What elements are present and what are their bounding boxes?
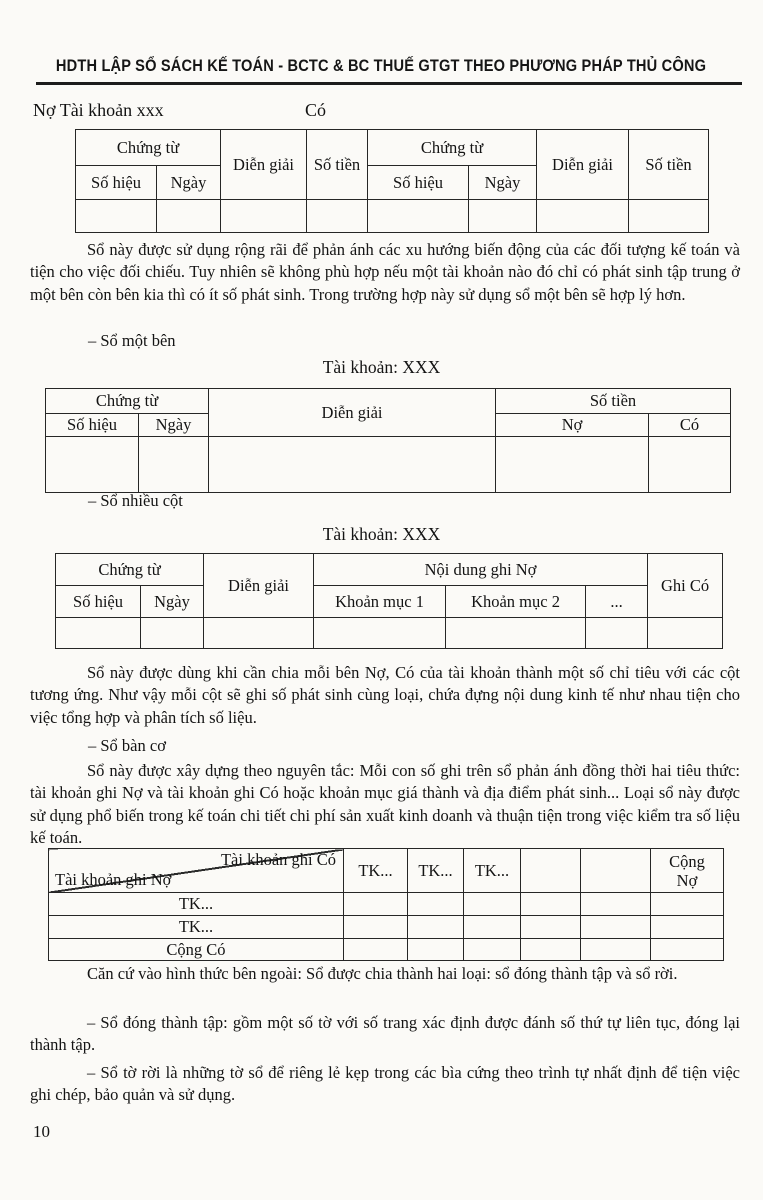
paragraph-overview: Sổ này được sử dụng rộng rãi để phản ánh các xu hướng biến động của các đối tượng kế toán và tiện cho việc đối chiếu. Tuy nhiên sẽ không phù hợp nếu một tài khoản nào đó chỉ có phát sinh tập trung ở một bên còn bên kia thì có ít số phát sinh. Trong trường hợp này sử dụng sổ một bên sẽ hợp lý hơn.: [30, 240, 740, 304]
col-header-noi-dung-ghi-no: Nội dung ghi Nợ: [314, 554, 648, 586]
table-row: [49, 893, 724, 916]
table-row: [46, 437, 731, 493]
page-header-title: HDTH LẬP SỔ SÁCH KẾ TOÁN - BCTC & BC THUẾ GTGT THEO PHƯƠNG PHÁP THỦ CÔNG: [56, 56, 707, 75]
multi-column-account-table: [55, 553, 723, 649]
row-header-cong-co: Cộng Có: [49, 939, 344, 961]
empty-cell: [56, 618, 141, 649]
paragraph-multi-column: Sổ này được dùng khi cần chia mỗi bên Nợ, Có của tài khoản thành một số chỉ tiêu với các cột tương ứng. Như vậy mỗi cột sẽ ghi số phát sinh cùng loại, chứa đựng nội dung kinh tế như nhau tiện cho việc tổng hợp và phân tích số liệu.: [30, 663, 740, 727]
empty-cell: [537, 200, 629, 233]
empty-cell: [209, 437, 496, 493]
bullet-multi-column-book: – Sổ nhiều cột: [88, 491, 183, 510]
empty-cell: [408, 939, 464, 961]
empty-cell: [139, 437, 209, 493]
paragraph-bound-book: – Sổ đóng thành tập: gồm một số tờ với số trang xác định được đánh số thứ tự liên tục, đóng lại thành tập.: [30, 1013, 740, 1055]
col-header-so-tien: Số tiền: [496, 389, 731, 414]
table-row: [49, 916, 724, 939]
empty-cell: [521, 916, 581, 939]
empty-cell: [649, 437, 731, 493]
bullet-chessboard-book: – Sổ bàn cơ: [88, 736, 166, 755]
col-header-dien-giai: Diễn giải: [221, 130, 307, 200]
empty-cell: [581, 916, 651, 939]
empty-cell: [651, 916, 724, 939]
col-header-tk: TK...: [464, 849, 521, 893]
empty-cell: [344, 939, 408, 961]
header-tai-khoan-ghi-no: Tài khoản ghi Nợ: [55, 870, 172, 889]
empty-cell: [204, 618, 314, 649]
col-header-co: Có: [649, 414, 731, 437]
paragraph-chessboard: Sổ này được xây dựng theo nguyên tắc: Mỗi con số ghi trên sổ phản ánh đồng thời hai tiêu thức: tài khoản ghi Nợ và tài khoản ghi Có hoặc khoản mục giá thành và địa điểm phát sinh... Loại sổ này được sử dụng phổ biến trong kế toán chi tiết chi phí sản xuất kinh doanh và thuận tiện trong việc kiểm tra số liệu kế toán.: [30, 761, 740, 848]
col-header-so-tien: Số tiền: [629, 130, 709, 200]
empty-cell: [157, 200, 221, 233]
empty-cell: [464, 916, 521, 939]
chessboard-table: [48, 848, 724, 961]
account-title-one-side: Tài khoản: XXX: [322, 357, 441, 377]
page-number: 10: [33, 1122, 50, 1141]
empty-cell: [307, 200, 368, 233]
empty-cell: [76, 200, 157, 233]
diagonal-header-cell: [49, 849, 344, 893]
col-header-ellipsis: ...: [586, 586, 648, 618]
col-header-dien-giai: Diễn giải: [204, 554, 314, 618]
empty-cell: [221, 200, 307, 233]
col-header-ngay: Ngày: [469, 166, 537, 200]
col-header-khoan-muc-1: Khoản mục 1: [314, 586, 446, 618]
row-header-tk: TK...: [49, 916, 344, 939]
empty-cell: [408, 916, 464, 939]
t-account-debit-label: Nợ Tài khoản xxx: [33, 100, 164, 120]
page-header: [0, 56, 763, 76]
t-account-credit-label: Có: [305, 100, 327, 120]
empty-cell: [469, 200, 537, 233]
table-row: [76, 200, 709, 233]
empty-cell: [581, 849, 651, 893]
paragraph-loose-leaf: – Sổ tờ rời là những tờ sổ để riêng lẻ kẹp trong các bìa cứng theo trình tự nhất định để tiện việc ghi chép, bảo quản và sử dụng.: [30, 1063, 740, 1105]
col-header-ngay: Ngày: [157, 166, 221, 200]
bullet-one-side-book: – Sổ một bên: [88, 331, 176, 350]
empty-cell: [521, 849, 581, 893]
col-header-so-hieu: Số hiệu: [76, 166, 157, 200]
col-header-chung-tu: Chứng từ: [368, 130, 537, 166]
col-header-dien-giai: Diễn giải: [537, 130, 629, 200]
col-header-chung-tu: Chứng từ: [56, 554, 204, 586]
col-header-cong-no: Cộng Nợ: [651, 849, 724, 893]
empty-cell: [344, 893, 408, 916]
col-header-no: Nợ: [496, 414, 649, 437]
empty-cell: [521, 893, 581, 916]
table-row: [49, 939, 724, 961]
header-tai-khoan-ghi-co: Tài khoản ghi Có: [220, 850, 336, 869]
empty-cell: [46, 437, 139, 493]
empty-cell: [446, 618, 586, 649]
table-row: [56, 618, 723, 649]
empty-cell: [648, 618, 723, 649]
empty-cell: [521, 939, 581, 961]
empty-cell: [314, 618, 446, 649]
empty-cell: [586, 618, 648, 649]
empty-cell: [141, 618, 204, 649]
col-header-chung-tu: Chứng từ: [76, 130, 221, 166]
col-header-khoan-muc-2: Khoản mục 2: [446, 586, 586, 618]
empty-cell: [464, 893, 521, 916]
col-header-ngay: Ngày: [141, 586, 204, 618]
col-header-chung-tu: Chứng từ: [46, 389, 209, 414]
col-header-so-hieu: Số hiệu: [368, 166, 469, 200]
t-account-line: [0, 100, 763, 124]
col-header-dien-giai: Diễn giải: [209, 389, 496, 437]
col-header-ghi-co: Ghi Có: [648, 554, 723, 618]
col-header-so-hieu: Số hiệu: [46, 414, 139, 437]
header-rule: [36, 82, 742, 85]
col-header-ngay: Ngày: [139, 414, 209, 437]
empty-cell: [581, 939, 651, 961]
empty-cell: [581, 893, 651, 916]
two-sided-account-table: [75, 129, 709, 233]
empty-cell: [408, 893, 464, 916]
col-header-so-tien: Số tiền: [307, 130, 368, 200]
empty-cell: [368, 200, 469, 233]
one-side-account-table: [45, 388, 731, 493]
empty-cell: [344, 916, 408, 939]
paragraph-external-form: Căn cứ vào hình thức bên ngoài: Sổ được chia thành hai loại: sổ đóng thành tập và sổ rời.: [87, 964, 678, 983]
col-header-so-hieu: Số hiệu: [56, 586, 141, 618]
empty-cell: [651, 939, 724, 961]
empty-cell: [464, 939, 521, 961]
col-header-tk: TK...: [408, 849, 464, 893]
row-header-tk: TK...: [49, 893, 344, 916]
empty-cell: [629, 200, 709, 233]
empty-cell: [496, 437, 649, 493]
empty-cell: [651, 893, 724, 916]
col-header-tk: TK...: [344, 849, 408, 893]
account-title-multi-column: Tài khoản: XXX: [322, 524, 441, 544]
